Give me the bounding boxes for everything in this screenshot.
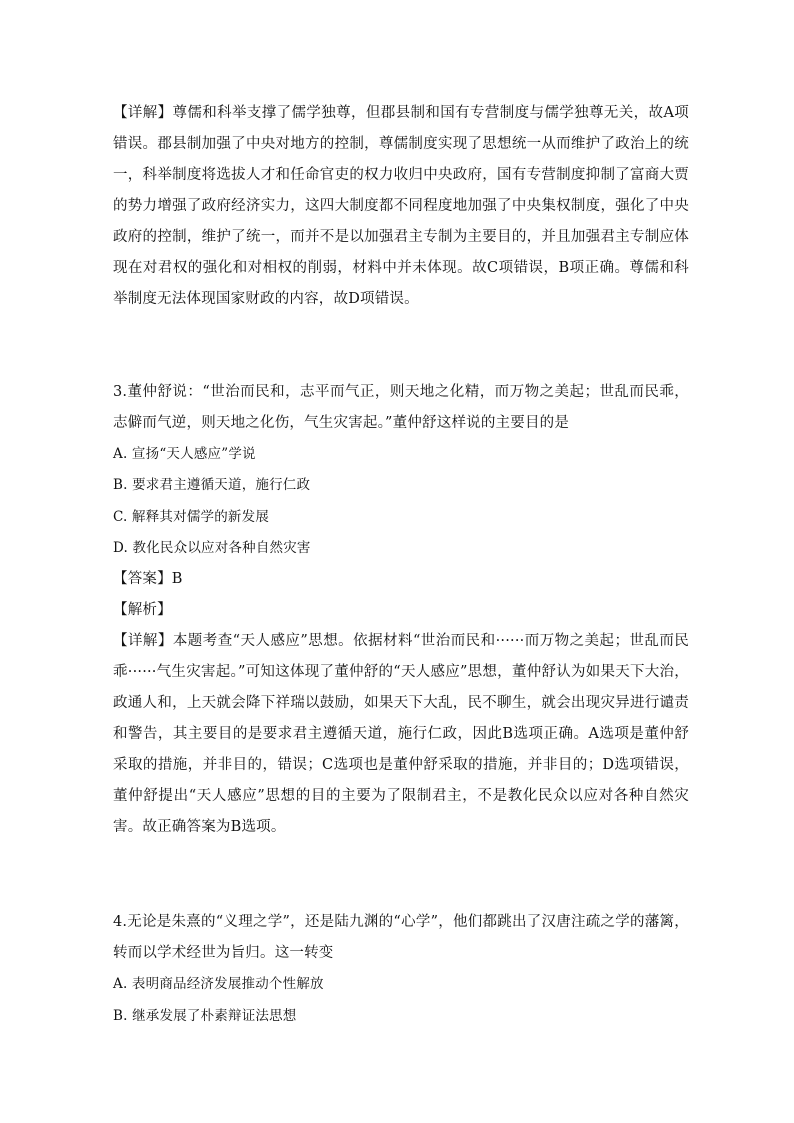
question-4-option-b: B. 继承发展了朴素辩证法思想 (113, 1008, 297, 1024)
detail-paragraph-prev: 【详解】尊儒和科举支撑了儒学独尊，但郡县制和国有专营制度与儒学独尊无关，故A项错误。郡县制加强了中央对地方的控制，尊儒制度实现了思想统一从而维护了政治上的统一，科举制度将选拔人才和任命官吏的权力收归中央政府，国有专营制度抑制了富商大贾的势力增强了政府经济实力，这四大制度都不同程度地加强了中央集权制度，强化了中央政府的控制，维护了统一，而并不是以加强君主专制为主要目的，并且加强君主专制应体现在对君权的强化和对相权的削弱，材料中并未体现。故C项错误，B项正确。尊儒和科举制度无法体现国家财政的内容，故D项错误。 (113, 105, 689, 307)
question-4-stem: 4.无论是朱熹的“义理之学”，还是陆九渊的“心学”，他们都跳出了汉唐注疏之学的藩篱，转而以学术经世为旨归。这一转变 (113, 914, 689, 961)
question-4-option-a: A. 表明商品经济发展推动个性解放 (113, 976, 324, 992)
question-3-option-b: B. 要求君主遵循天道，施行仁政 (113, 477, 311, 493)
question-3-analysis-label: 【解析】 (113, 602, 172, 618)
question-3-answer: 【答案】B (113, 571, 183, 587)
question-3-option-d: D. 教化民众以应对各种自然灾害 (113, 540, 311, 556)
question-3-option-c: C. 解释其对儒学的新发展 (113, 509, 270, 525)
question-3-option-a: A. 宣扬“天人感应”学说 (113, 446, 256, 462)
question-3-stem: 3.董仲舒说：“世治而民和，志平而气正，则天地之化精，而万物之美起；世乱而民乖，志僻而气逆，则天地之化伤，气生灾害起。”董仲舒这样说的主要目的是 (113, 384, 689, 431)
question-3-detail: 【详解】本题考查“天人感应”思想。依据材料“世治而民和······而万物之美起；世乱而民乖······气生灾害起。”可知这体现了董仲舒的“天人感应”思想，董仲舒认为如果天下大治，政通人和，上天就会降下祥瑞以鼓励，如果天下大乱，民不聊生，就会出现灾异进行谴责和警告，其主要目的是要求君主遵循天道，施行仁政，因此B选项正确。A选项是董仲舒采取的措施，并非目的，错误；C选项也是董仲舒采取的措施，并非目的；D选项错误，董仲舒提出“天人感应”思想的目的主要为了限制君主，不是教化民众以应对各种自然灾害。故正确答案为B选项。 (113, 633, 689, 835)
